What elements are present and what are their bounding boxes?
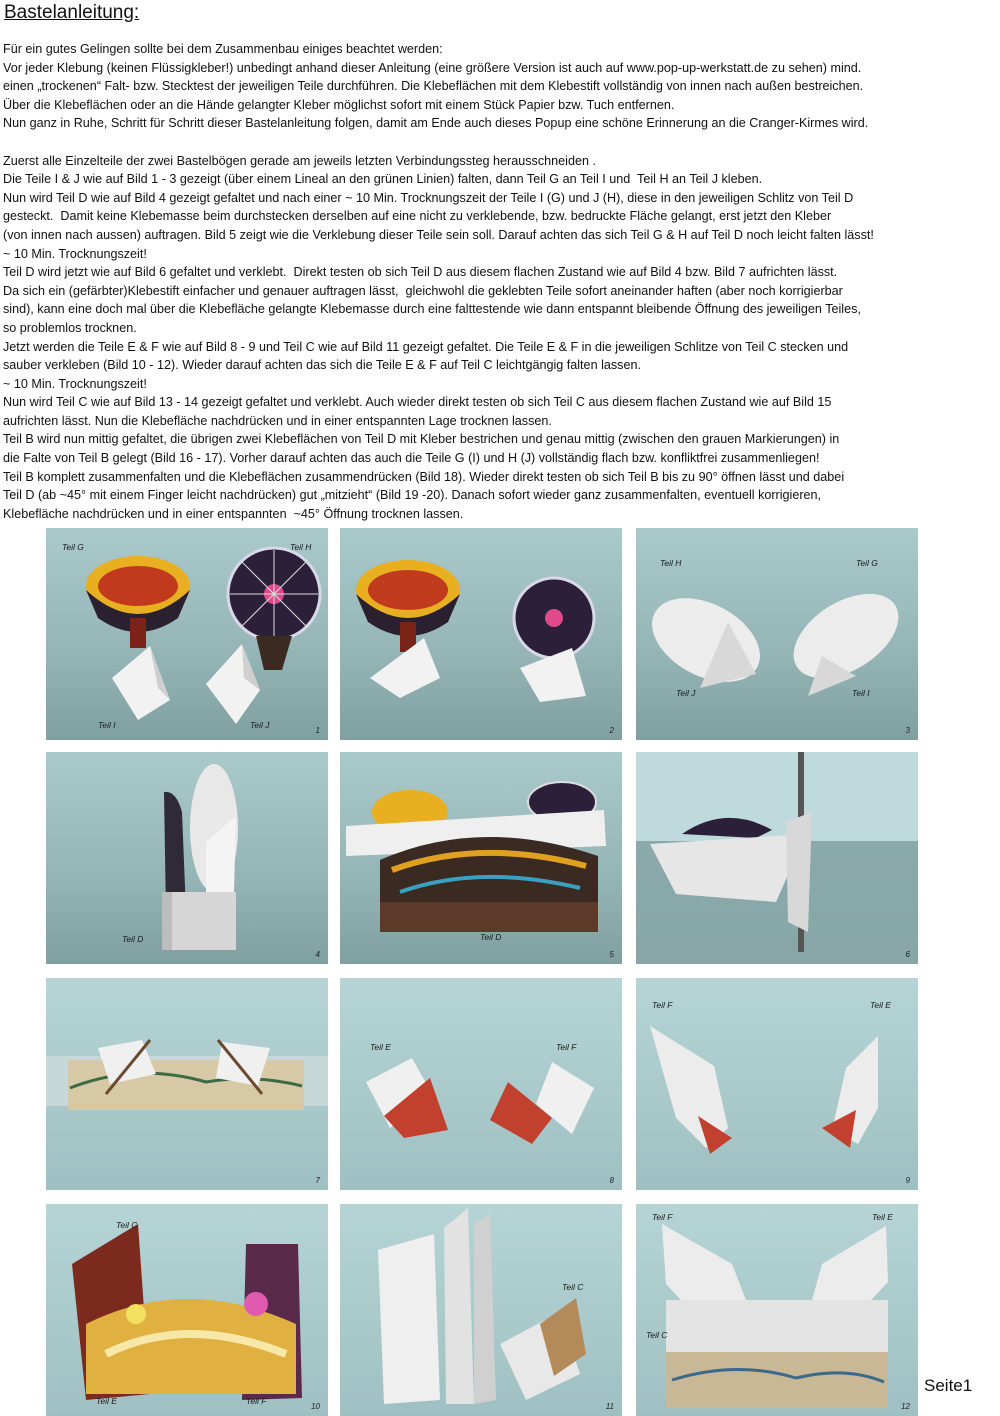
figure-1-illustration <box>46 528 328 740</box>
text-line: Jetzt werden die Teile E & F wie auf Bild 8 - 9 und Teil C wie auf Bild 11 gezeigt gefaltet. Die Teile E & F in die jeweiligen Schlitze von Teil C stecken und <box>3 339 849 354</box>
figure-5-number: 5 <box>609 950 614 959</box>
figure-3-label-4: Teil I <box>852 688 870 698</box>
text-line: ~ 10 Min. Trocknungszeit! <box>3 246 147 261</box>
figure-2 <box>340 528 622 740</box>
figure-9-label-2: Teil E <box>870 1000 891 1010</box>
figure-11 <box>340 1204 622 1416</box>
text-line: so problemlos trocknen. <box>3 320 137 335</box>
figure-11-label-1: Teil C <box>562 1282 584 1292</box>
text-line: sauber verkleben (Bild 10 - 12). Wieder darauf achten das sich die Teile E & F auf Teil C leichtgängig falten lassen. <box>3 358 641 373</box>
figure-12-label-1: Teil F <box>652 1212 673 1222</box>
figure-3-label-2: Teil G <box>856 558 878 568</box>
text-line: Teil D wird jetzt wie auf Bild 6 gefaltet und verklebt. Direkt testen ob sich Teil D aus diesem flachen Zustand wie auf Bild 4 bzw. Bild 7 aufrichten lässt. <box>3 265 838 280</box>
figure-5-label-1: Teil D <box>480 932 502 942</box>
text-line: Teil B wird nun mittig gefaltet, die übrigen zwei Klebeflächen von Teil D mit Kleber bestrichen und genau mittig (zwischen den grauen Markierungen) in <box>3 432 840 447</box>
figure-1-label-3: Teil I <box>98 720 116 730</box>
text-line <box>3 133 997 152</box>
figure-6 <box>636 752 918 964</box>
instruction-text <box>3 40 997 523</box>
figure-8 <box>340 978 622 1190</box>
figure-8-number: 8 <box>609 1176 614 1185</box>
figure-12-illustration <box>636 1204 918 1416</box>
figure-7-illustration <box>46 978 328 1190</box>
text-line: Teil D (ab ~45° mit einem Finger leicht nachdrücken) gut „mitzieht“ (Bild 19 -20). Danach sofort wieder ganz zusammenfalten, eventuell korrigieren, <box>3 488 822 503</box>
text-line: die Falte von Teil B gelegt (Bild 16 - 17). Vorher darauf achten das auch die Teile G (I) und H (J) vollständig flach bzw. konfliktfrei zusammenliegen! <box>3 451 820 466</box>
figure-12-label-2: Teil E <box>872 1212 893 1222</box>
figure-1-label-4: Teil J <box>250 720 270 730</box>
text-line: Über die Klebeflächen oder an die Hände gelangter Kleber möglichst sofort mit einem Stück Papier bzw. Tuch entfernen. <box>3 97 675 112</box>
document-title: Bastelanleitung: <box>4 2 140 23</box>
figure-10-illustration <box>46 1204 328 1416</box>
figure-8-label-1: Teil E <box>370 1042 391 1052</box>
text-line: gesteckt. Damit keine Klebemasse beim durchstecken derselben auf eine nicht zu verklebende, bzw. bedruckte Fläche gelangt, erst jetzt den Kleber <box>3 209 832 224</box>
figure-11-number: 11 <box>605 1402 614 1411</box>
text-line: einen „trockenen“ Falt- bzw. Stecktest der jeweiligen Teile durchführen. Die Klebeflächen mit dem Klebestift vollständig von innen nach außen bestreichen. <box>3 79 864 94</box>
text-line: ~ 10 Min. Trocknungszeit! <box>3 376 147 391</box>
figure-1-label-2: Teil H <box>290 542 312 552</box>
figure-4-label-1: Teil D <box>122 934 144 944</box>
figure-12-label-3: Teil C <box>646 1330 668 1340</box>
figure-8-illustration <box>340 978 622 1190</box>
figure-4-number: 4 <box>315 950 320 959</box>
figure-10-label-1: Teil C <box>116 1220 138 1230</box>
text-line: sind), kann eine doch mal über die Klebefläche gelangte Klebemasse durch eine falttestende wie dann entspannt bleibende Öffnung des jeweiligen Teiles, <box>3 302 861 317</box>
figure-1-label-1: Teil G <box>62 542 84 552</box>
figure-10 <box>46 1204 328 1416</box>
figure-4 <box>46 752 328 964</box>
figure-12-number: 12 <box>901 1402 910 1411</box>
text-line: aufrichten lässt. Nun die Klebefläche nachdrücken und in einer entspannten Lage trocknen lassen. <box>3 413 552 428</box>
text-line: Nun wird Teil D wie auf Bild 4 gezeigt gefaltet und nach einer ~ 10 Min. Trocknungszeit der Teile I (G) und J (H), diese in den jeweiligen Schlitz von Teil D <box>3 190 854 205</box>
text-line: Da sich ein (gefärbter)Klebestift einfacher und genauer auftragen lässt, gleichwohl die geklebten Teile sofort aneinander haften (aber noch korrigierbar <box>3 283 843 298</box>
text-line: Klebefläche nachdrücken und in einer entspannten ~45° Öffnung trocknen lassen. <box>3 506 464 521</box>
text-line: Nun wird Teil C wie auf Bild 13 - 14 gezeigt gefaltet und verklebt. Auch wieder direkt testen ob sich Teil C aus diesem flachen Zustand wie auf Bild 15 <box>3 395 832 410</box>
figure-7 <box>46 978 328 1190</box>
figure-9-label-1: Teil F <box>652 1000 673 1010</box>
figure-7-number: 7 <box>315 1176 320 1185</box>
figure-10-label-3: Teil F <box>246 1396 267 1406</box>
text-line: (von innen nach aussen) auftragen. Bild 5 zeigt wie die Verklebung dieser Teile sein soll. Darauf achten das sich Teil G & H auf Teil D noch leicht falten lässt! <box>3 227 874 242</box>
text-line: Die Teile I & J wie auf Bild 1 - 3 gezeigt (über einem Lineal an den grünen Linien) falten, dann Teil G an Teil I und Teil H an Teil J kleben. <box>3 172 763 187</box>
figure-8-label-2: Teil F <box>556 1042 577 1052</box>
figure-2-number: 2 <box>609 726 614 735</box>
figure-6-number: 6 <box>905 950 910 959</box>
figure-3-label-1: Teil H <box>660 558 682 568</box>
figure-10-label-2: Teil E <box>96 1396 117 1406</box>
figure-3-number: 3 <box>905 726 910 735</box>
text-line: Für ein gutes Gelingen sollte bei dem Zusammenbau einiges beachtet werden: <box>3 42 443 56</box>
page-number: Seite1 <box>924 1376 973 1395</box>
figure-10-number: 10 <box>311 1402 320 1411</box>
figure-9-number: 9 <box>905 1176 910 1185</box>
figure-9 <box>636 978 918 1190</box>
figure-1-number: 1 <box>315 726 320 735</box>
figure-2-illustration <box>340 528 622 740</box>
figure-3 <box>636 528 918 740</box>
text-line: Nun ganz in Ruhe, Schritt für Schritt dieser Bastelanleitung folgen, damit am Ende auch dieses Popup eine schöne Erinnerung an die Cranger-Kirmes wird. <box>3 116 869 131</box>
figure-12 <box>636 1204 918 1416</box>
figure-5 <box>340 752 622 964</box>
text-line: Teil B komplett zusammenfalten und die Klebeflächen zusammendrücken (Bild 18). Wieder direkt testen ob sich Teil B bis zu 90° öffnen lässt und dabei <box>3 469 845 484</box>
figure-11-illustration <box>340 1204 622 1416</box>
text-line: Zuerst alle Einzelteile der zwei Bastelbögen gerade am jeweils letzten Verbindungssteg herausschneiden . <box>3 153 596 168</box>
figure-3-label-3: Teil J <box>676 688 696 698</box>
figure-1 <box>46 528 328 740</box>
text-line: Vor jeder Klebung (keinen Flüssigkleber!) unbedingt anhand dieser Anleitung (eine größere Version ist auch auf www.pop-up-werkstatt.de zu sehen) mind. <box>3 60 862 75</box>
figure-4-illustration <box>46 752 328 964</box>
figure-6-illustration <box>636 752 918 964</box>
